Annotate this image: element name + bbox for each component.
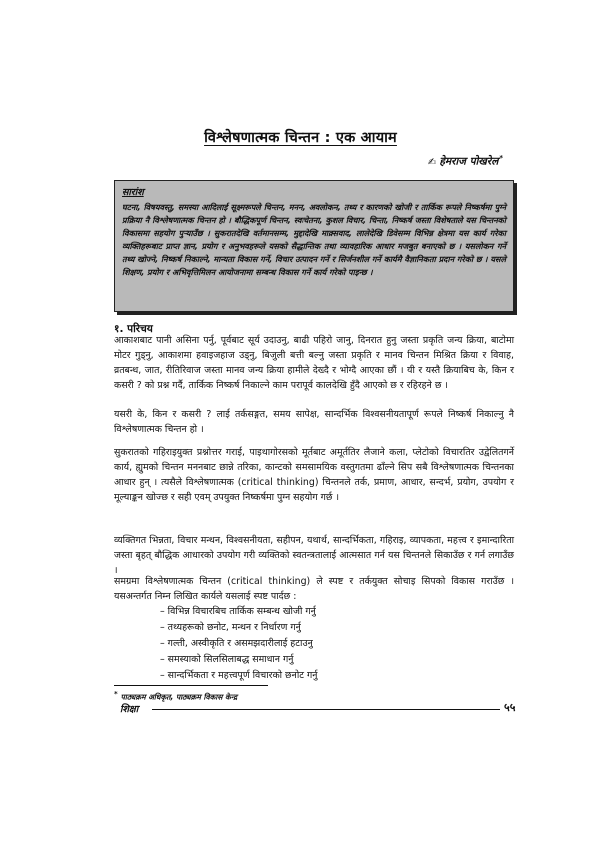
author-footnote-mark: * — [499, 154, 503, 162]
page-number: ५५ — [504, 701, 516, 714]
article-title-text: विश्लेषणात्मक चिन्तन : एक आयाम — [204, 130, 397, 146]
list-item: – तथ्यहरूको छनोट, मन्थन र निर्धारण गर्नु — [160, 620, 520, 636]
footnote-text: पाठ्यक्रम अधिकृत, पाठ्यक्रम विकास केन्द्र — [120, 692, 238, 702]
footnote-mark: * — [114, 690, 118, 698]
paragraph-3: सुकरातको गहिराइयुक्त प्रश्नोत्तर गराई, पाइथागोरसको मूर्तबाट अमूर्ततिर लैजाने कला, प्लेटोको विचारतिर उद्वेलितगर्ने कार्य, ह्युमको चिन्तन मननबाट छान्ने तरिका, कान्टको समसामयिक वस्तुगतमा ढाँल्ने सिप सबै विश्लेषणात्मक चिन्तनका आधार हुन् । त्यसैले विश्लेषणात्मक (critical thinking) चिन्तनले तर्क, प्रमाण, आधार, सन्दर्भ, प्रयोग, उपयोग र मूल्याङ्कन खोज्छ र सही एवम् उपयुक्त निष्कर्षमा पुग्न सहयोग गर्छ । — [114, 447, 514, 503]
list-item: – सान्दर्भिकता र महत्त्वपूर्ण विचारको छनोट गर्नु — [160, 668, 520, 684]
paragraph-5: समग्रमा विश्लेषणात्मक चिन्तन (critical thinking) ले स्पष्ट र तर्कयुक्त सोचाइ सिपको विकास गराउँछ । यसअन्तर्गत निम्न लिखित कार्यले यसलाई स्पष्ट पार्दछ : — [114, 576, 514, 602]
footnote-divider — [114, 685, 268, 686]
paragraph-4: व्यक्तिगत भिन्नता, विचार मन्थन, विश्वसनीयता, सहीपन, यथार्थ, सान्दर्भिकता, गहिराइ, व्यापकता, महत्त्व र इमान्दारिता जस्ता बृहत् बौद्धिक आधारको उपयोग गरी व्यक्तिको स्वतन्त्रतालाई आत्मसात गर्न यस चिन्तनले सिकाउँछ र गर्न लगाउँछ । — [114, 535, 514, 576]
list-item: – समस्याको सिलसिलाबद्ध समाधान गर्नु — [160, 652, 520, 668]
footer-rule — [152, 709, 500, 710]
abstract-heading: सारांश — [122, 187, 144, 198]
bullet-list — [160, 604, 520, 684]
list-item: – गल्ती, अस्वीकृति र असमझदारीलाई हटाउनु — [160, 636, 520, 652]
author-name: हेमराज पोखरेल — [439, 155, 499, 168]
section-heading-introduction: १. परिचय — [114, 323, 153, 335]
pen-nib-icon: ✍ — [427, 156, 437, 168]
list-item: – विभिन्न विचारबिच तार्किक सम्बन्ध खोजी गर्नु — [160, 604, 520, 620]
abstract-box — [114, 180, 514, 312]
paragraph-1: आकाशबाट पानी असिना पर्नु, पूर्वबाट सूर्य उदाउनु, बाढी पहिरो जानु, दिनरात हुनु जस्ता प्रकृति जन्य क्रिया, बाटोमा मोटर गुड्नु, आकाशमा हवाइजहाज उड्नु, बिजुली बत्ती बल्नु जस्ता प्रकृति र मानव चिन्तन मिश्रित क्रिया र विवाह, व्रतबन्ध, जात, रीतिरिवाज जस्ता मानव जन्य क्रिया हामीले देख्दै र भोग्दै आएका छौं । यी र यस्तै क्रियाबिच के, किन र कसरी ? को प्रश्न गर्दै, तार्किक निष्कर्ष निकाल्ने काम परापूर्व कालदेखि हुँदै आएको छ र रहिरहने छ । — [114, 335, 514, 391]
author-line — [428, 154, 503, 169]
footer-journal-name: शिक्षा — [120, 704, 139, 715]
article-title — [0, 127, 601, 147]
footnote — [114, 690, 237, 703]
paragraph-2: यसरी के, किन र कसरी ? लाई तर्कसङ्गत, समय सापेक्ष, सान्दर्भिक विश्वसनीयतापूर्ण रूपले निष्कर्ष निकाल्नु नै विश्लेषणात्मक चिन्तन हो । — [114, 409, 514, 435]
abstract-text: घटना, विषयवस्तु, समस्या आदिलाई सूक्ष्मरूपले चिन्तन, मनन, अवलोकन, तथ्य र कारणको खोजी र तार्किक रूपले निष्कर्षमा पुग्ने प्रक्रिया नै विश्लेषणात्मक चिन्तन हो । बौद्धिकपूर्ण चिन्तन, स्वःचेतना, कुशल विचार, चिन्ता, निष्कर्ष जस्ता विशेषताले यस चिन्तनको विकासमा सहयोग पुऱ्याउँछ । सुकरातदेखि वर्तमानसम्म, मुद्दादेखि माक्र्सवाद, लालेदेखि डिवेसम्म विभिन्न क्षेत्रमा यस कार्य गरेका व्यक्तिहरूबाट प्राप्त ज्ञान, प्रयोग र अनुभवहरूले यसको सैद्धान्तिक तथा व्यावहारिक आधार मजबुत बनाएको छ । यसलोकन गर्ने तथ्य खोज्ने, निष्कर्ष निकाल्ने, मान्यता विकास गर्ने, विचार उत्पादन गर्ने र सिर्जनशील गर्ने कार्यमै वैज्ञानिकता प्रदान गरेको छ । यसले शिक्षण, प्रयोग र अभिवृत्तिमिलन आयोजनामा सम्बन्ध विकास गर्ने कार्य गरेको पाइन्छ । — [122, 202, 506, 278]
